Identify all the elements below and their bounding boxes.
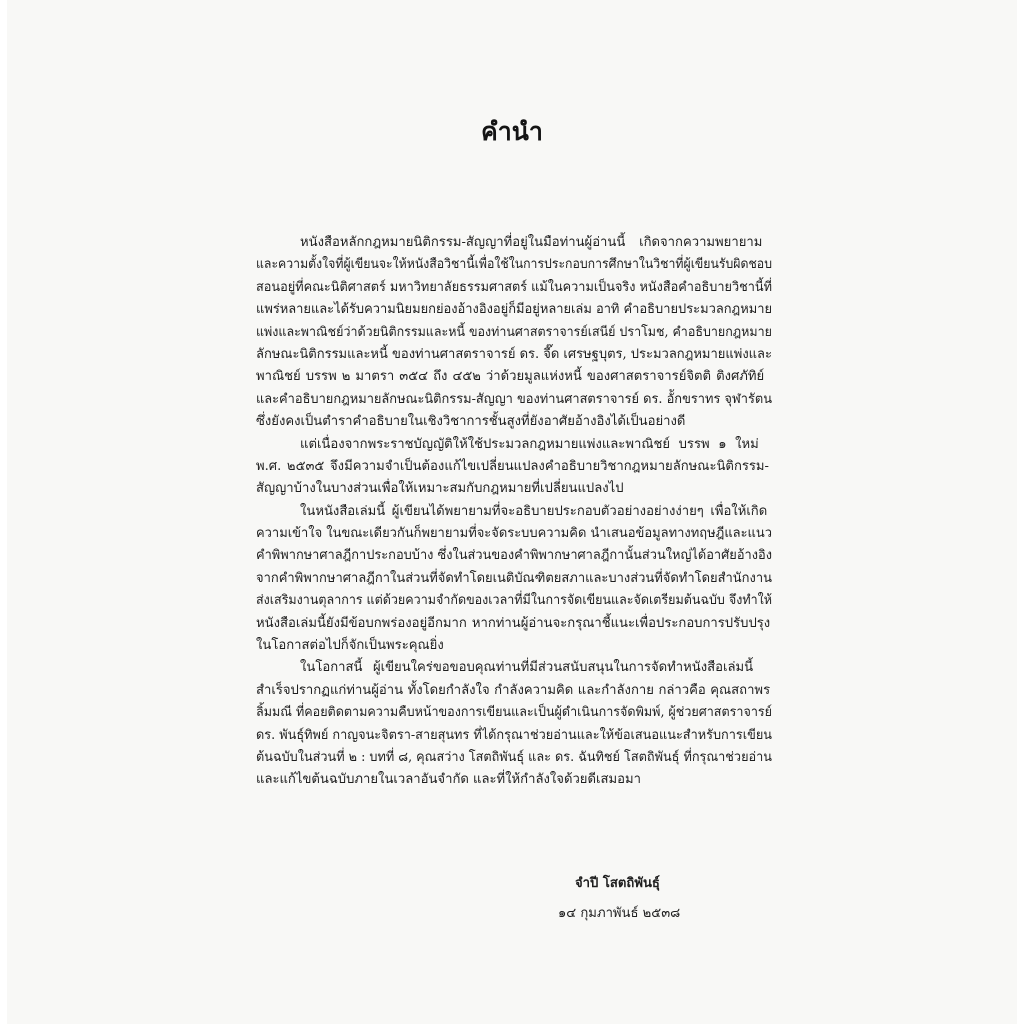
text-line: แพร่หลายและได้รับความนิยมยกย่องอ้างอิงอยู่ก็มีอยู่หลายเล่ม อาทิ คำอธิบายประมวลกฎหมาย [256,302,772,318]
text-line: หนังสือเล่มนี้ยังมีข้อบกพร่องอยู่อีกมาก หากท่านผู้อ่านจะกรุณาชี้แนะเพื่อประกอบการปรับปรุง [256,615,771,631]
text-line: ในโอกาสนี้ ผู้เขียนใคร่ขอขอบคุณท่านที่มีส่วนสนับสนุนในการจัดทำหนังสือเล่มนี้ [300,660,754,676]
text-line: สำเร็จปรากฏแก่ท่านผู้อ่าน ทั้งโดยกำลังใจ กำลังความคิด และกำลังกาย กล่าวคือ คุณสถาพร [256,682,771,698]
text-line: และแก้ไขต้นฉบับภายในเวลาอันจำกัด และที่ให้กำลังใจด้วยดีเสมอมา [256,772,641,788]
text-line: แพ่งและพาณิชย์ว่าด้วยนิติกรรมและหนี้ ของท่านศาสตราจารย์เสนีย์ ปราโมช, คำอธิบายกฎหมาย [256,324,772,340]
paragraph-4 [256,657,772,791]
text-line: แต่เนื่องจากพระราชบัญญัติให้ใช้ประมวลกฎหมายแพ่งและพาณิชย์ บรรพ ๑ ใหม่ [300,436,759,452]
text-line: ดร. พันธุ์ทิพย์ กาญจนะจิตรา-สายสุนทร ที่ได้กรุณาช่วยอ่านและให้ข้อเสนอแนะสำหรับการเขียน [256,727,772,743]
paragraph-2 [256,434,772,501]
text-line: หนังสือหลักกฎหมายนิติกรรม-สัญญาที่อยู่ในมือท่านผู้อ่านนี้ เกิดจากความพยายาม [300,235,763,250]
text-line: และความตั้งใจที่ผู้เขียนจะให้หนังสือวิชานี้เพื่อใช้ในการประกอบการศึกษาในวิชาที่ผู้เขียนรับผิดชอบ [256,257,772,273]
text-line: ลิ้มมณี ที่คอยติดตามความคืบหน้าของการเขียนและเป็นผู้ดำเนินการจัดพิมพ์, ผู้ช่วยศาสตราจารย์ [256,705,772,721]
text-line: พาณิชย์ บรรพ ๒ มาตรา ๓๕๔ ถึง ๔๕๒ ว่าด้วยมูลแห่งหนี้ ของศาสตราจารย์จิตติ ติงศภัทิย์ [256,369,765,385]
paragraph-3 [256,501,772,658]
text-line: ความเข้าใจ ในขณะเดียวกันก็พยายามที่จะจัดระบบความคิด นำเสนอข้อมูลทางทฤษฎีและแนว [256,526,772,542]
text-line: สอนอยู่ที่คณะนิติศาสตร์ มหาวิทยาลัยธรรมศาสตร์ แม้ในความเป็นจริง หนังสือคำอธิบายวิชานี้ที่ [256,279,772,295]
text-line: ในโอกาสต่อไปก็จักเป็นพระคุณยิ่ง [256,638,444,654]
text-line: ซึ่งยังคงเป็นตำราคำอธิบายในเชิงวิชาการชั้นสูงที่ยังอาศัยอ้างอิงได้เป็นอย่างดี [256,414,686,430]
text-line: ส่งเสริมงานตุลาการ แต่ด้วยความจำกัดของเวลาที่มีในการจัดเขียนและจัดเตรียมต้นฉบับ จึงทำให้ [256,593,772,609]
preface-date: ๑๔ กุมภาพันธ์ ๒๕๓๘ [558,906,681,921]
text-line: ลักษณะนิติกรรมและหนี้ ของท่านศาสตราจารย์ ดร. จี๊ด เศรษฐบุตร, ประมวลกฎหมายแพ่งและ [256,346,772,362]
text-line: ในหนังสือเล่มนี้ ผู้เขียนได้พยายามที่จะอธิบายประกอบตัวอย่างอย่างง่ายๆ เพื่อให้เกิด [300,503,768,519]
preface-body [256,232,772,792]
page-title: คำนำ [481,117,543,146]
text-line: สัญญาบ้างในบางส่วนเพื่อให้เหมาะสมกับกฎหมายที่เปลี่ยนแปลงไป [256,481,624,497]
text-line: ต้นฉบับในส่วนที่ ๒ : บทที่ ๘, คุณสว่าง โสตถิพันธุ์ และ ดร. ฉันทิชย์ โสตถิพันธุ์ ที่กรุณาช่วยอ่าน [256,749,772,765]
text-line: พ.ศ. ๒๕๓๕ จึงมีความจำเป็นต้องแก้ไขเปลี่ยนแปลงคำอธิบายวิชากฎหมายลักษณะนิติกรรม- [256,458,769,474]
text-line: คำพิพากษาศาลฎีกาประกอบบ้าง ซึ่งในส่วนของคำพิพากษาศาลฎีกานั้นส่วนใหญ่ได้อาศัยอ้างอิง [256,548,772,564]
text-line: จากคำพิพากษาศาลฎีกาในส่วนที่จัดทำโดยเนติบัณฑิตยสภาและบางส่วนที่จัดทำโดยสำนักงาน [256,570,772,586]
text-line: และคำอธิบายกฎหมายลักษณะนิติกรรม-สัญญา ของท่านศาสตราจารย์ ดร. อัักขราทร จุฬารัตน [256,391,772,407]
author-signature: จำปี โสตถิพันธุ์ [575,876,660,891]
paragraph-1 [256,232,772,434]
